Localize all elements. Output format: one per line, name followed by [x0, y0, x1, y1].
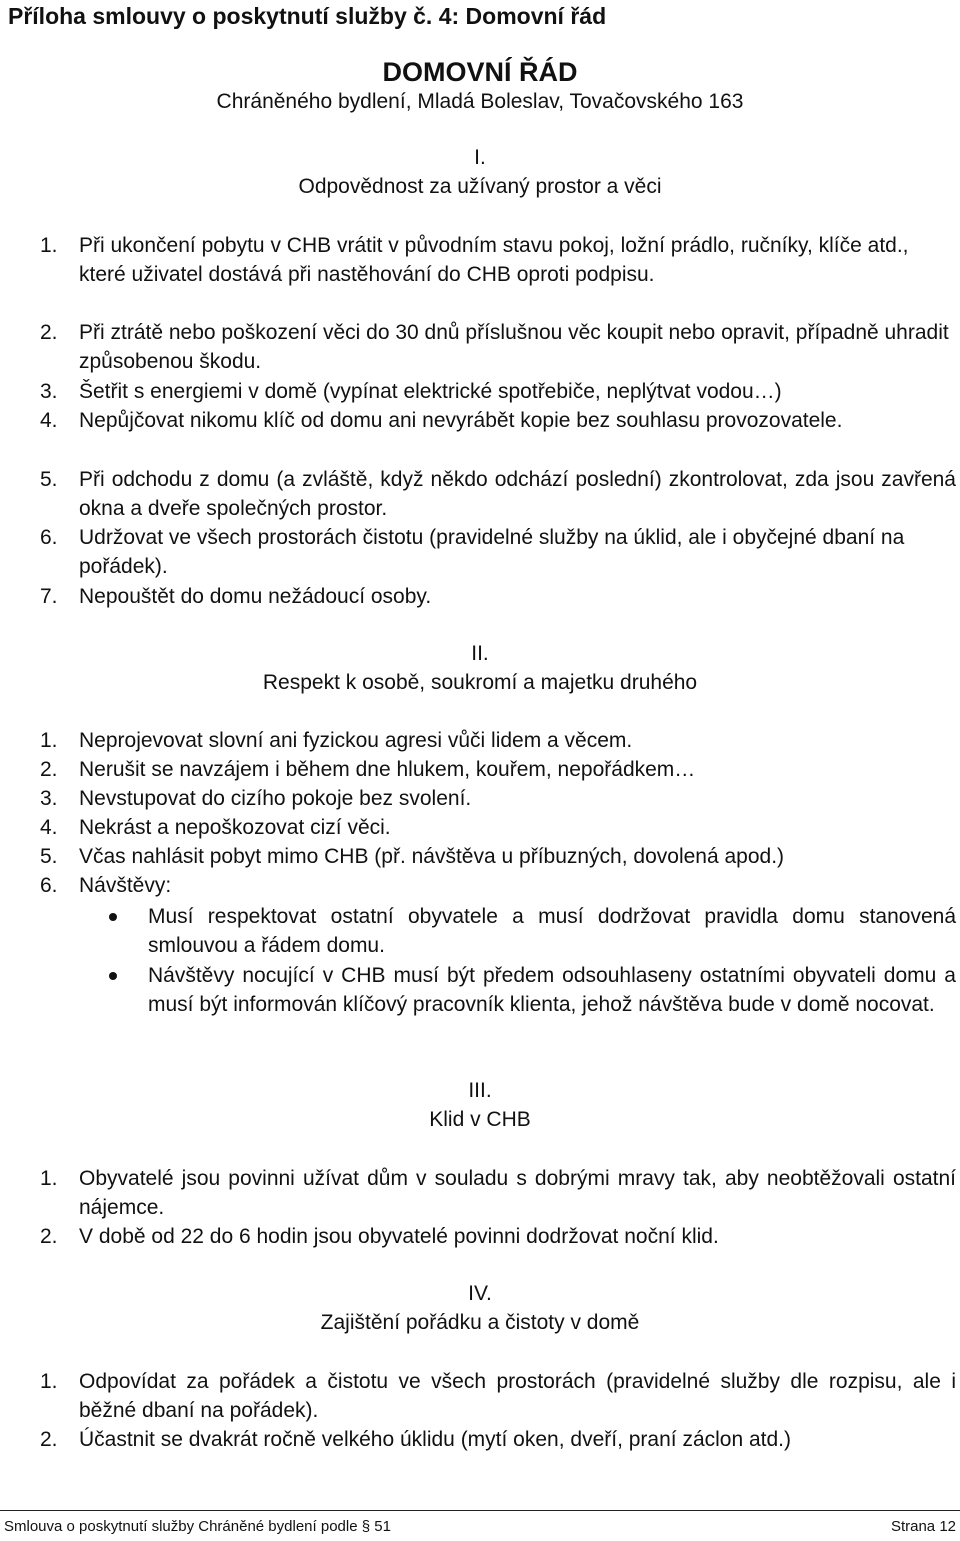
list-item	[40, 231, 956, 289]
section-number: I.	[474, 146, 486, 169]
list-item	[40, 1367, 956, 1425]
item-text: Neprojevovat slovní ani fyzickou agresi vůči lidem a věcem.	[79, 729, 633, 752]
item-text: Obyvatelé jsou povinni užívat dům v souladu s dobrými mravy tak, aby neobtěžovali ostatní nájemce.	[79, 1167, 956, 1219]
item-text: Nevstupovat do cizího pokoje bez svolení.	[79, 787, 472, 810]
item-number: 4.	[40, 409, 58, 432]
list-item	[40, 755, 956, 784]
bullet-icon	[109, 972, 117, 980]
section-title: Odpovědnost za užívaný prostor a věci	[298, 175, 662, 198]
bullet-icon	[109, 913, 117, 921]
list-item	[40, 1222, 956, 1251]
section-title: Respekt k osobě, soukromí a majetku druhého	[262, 671, 698, 694]
list-item	[40, 1425, 956, 1454]
footer-page-number: Strana 12	[890, 1518, 956, 1535]
list-item	[40, 465, 956, 523]
section-number: III.	[468, 1079, 492, 1102]
bullet-text: Musí respektovat ostatní obyvatele a musí dodržovat pravidla domu stanovená smlouvou a řádem domu.	[148, 905, 956, 957]
item-text: Šetřit s energiemi v domě (vypínat elektrické spotřebiče, neplýtvat vodou…)	[79, 380, 782, 403]
item-text: V době od 22 do 6 hodin jsou obyvatelé povinni dodržovat noční klid.	[79, 1225, 719, 1248]
item-text: Nepůjčovat nikomu klíč od domu ani nevyrábět kopie bez souhlasu provozovatele.	[79, 409, 843, 432]
item-text: Při ztrátě nebo poškození věci do 30 dnů příslušnou věc koupit nebo opravit, případně uhradit způsobenou škodu.	[79, 321, 949, 373]
section-number: II.	[471, 642, 489, 665]
item-number: 1.	[40, 234, 58, 257]
item-number: 2.	[40, 321, 58, 344]
list-item	[40, 1164, 956, 1222]
item-number: 2.	[40, 1225, 58, 1248]
section-title: Klid v CHB	[429, 1108, 531, 1131]
annex-heading: Příloha smlouvy o poskytnutí služby č. 4: Domovní řád	[8, 3, 607, 29]
list-item	[40, 377, 956, 406]
bullet-item	[108, 961, 956, 1019]
item-text: Nepouštět do domu nežádoucí osoby.	[79, 585, 432, 608]
document-title: DOMOVNÍ ŘÁD	[382, 57, 578, 87]
footer-document-name: Smlouva o poskytnutí služby Chráněné bydlení podle § 51	[4, 1518, 391, 1535]
list-item	[40, 813, 956, 842]
item-text: Účastnit se dvakrát ročně velkého úklidu (mytí oken, dveří, praní záclon atd.)	[79, 1428, 792, 1451]
item-text: Odpovídat za pořádek a čistotu ve všech prostorách (pravidelné služby dle rozpisu, ale i běžné dbaní na pořádek).	[79, 1370, 956, 1422]
item-number: 1.	[40, 1370, 58, 1393]
list-item	[40, 842, 956, 871]
list-item	[40, 871, 956, 900]
footer-divider	[0, 1510, 960, 1511]
item-number: 6.	[40, 874, 58, 897]
item-number: 2.	[40, 758, 58, 781]
item-number: 6.	[40, 526, 58, 549]
item-number: 5.	[40, 845, 58, 868]
section-title: Zajištění pořádku a čistoty v domě	[320, 1311, 640, 1334]
list-item	[40, 523, 956, 581]
item-number: 7.	[40, 585, 58, 608]
list-item	[40, 406, 956, 435]
list-item	[40, 318, 956, 376]
item-text: Nekrást a nepoškozovat cizí věci.	[79, 816, 391, 839]
list-item	[40, 726, 956, 755]
item-text: Při odchodu z domu (a zvláště, když někdo odchází poslední) zkontrolovat, zda jsou zavřená okna a dveře společných prostor.	[79, 468, 956, 520]
item-text: Návštěvy:	[79, 874, 172, 897]
list-item	[40, 784, 956, 813]
section-number: IV.	[468, 1282, 492, 1305]
item-text: Nerušit se navzájem i během dne hlukem, kouřem, nepořádkem…	[79, 758, 696, 781]
item-text: Při ukončení pobytu v CHB vrátit v původním stavu pokoj, ložní prádlo, ručníky, klíče atd., které uživatel dostává při nastěhování do CHB oproti podpisu.	[79, 234, 909, 286]
item-number: 1.	[40, 729, 58, 752]
item-number: 3.	[40, 787, 58, 810]
item-number: 2.	[40, 1428, 58, 1451]
list-item	[40, 582, 956, 611]
item-number: 4.	[40, 816, 58, 839]
document-subtitle: Chráněného bydlení, Mladá Boleslav, Tovačovského 163	[216, 90, 744, 113]
bullet-text: Návštěvy nocující v CHB musí být předem odsouhlaseny ostatními obyvateli domu a musí být informován klíčový pracovník klienta, jehož návštěva bude v domě nocovat.	[148, 964, 956, 1016]
item-text: Udržovat ve všech prostorách čistotu (pravidelné služby na úklid, ale i obyčejné dbaní na pořádek).	[79, 526, 905, 578]
item-number: 1.	[40, 1167, 58, 1190]
item-text: Včas nahlásit pobyt mimo CHB (př. návštěva u příbuzných, dovolená apod.)	[79, 845, 785, 868]
item-number: 5.	[40, 468, 58, 491]
bullet-item	[108, 902, 956, 960]
item-number: 3.	[40, 380, 58, 403]
